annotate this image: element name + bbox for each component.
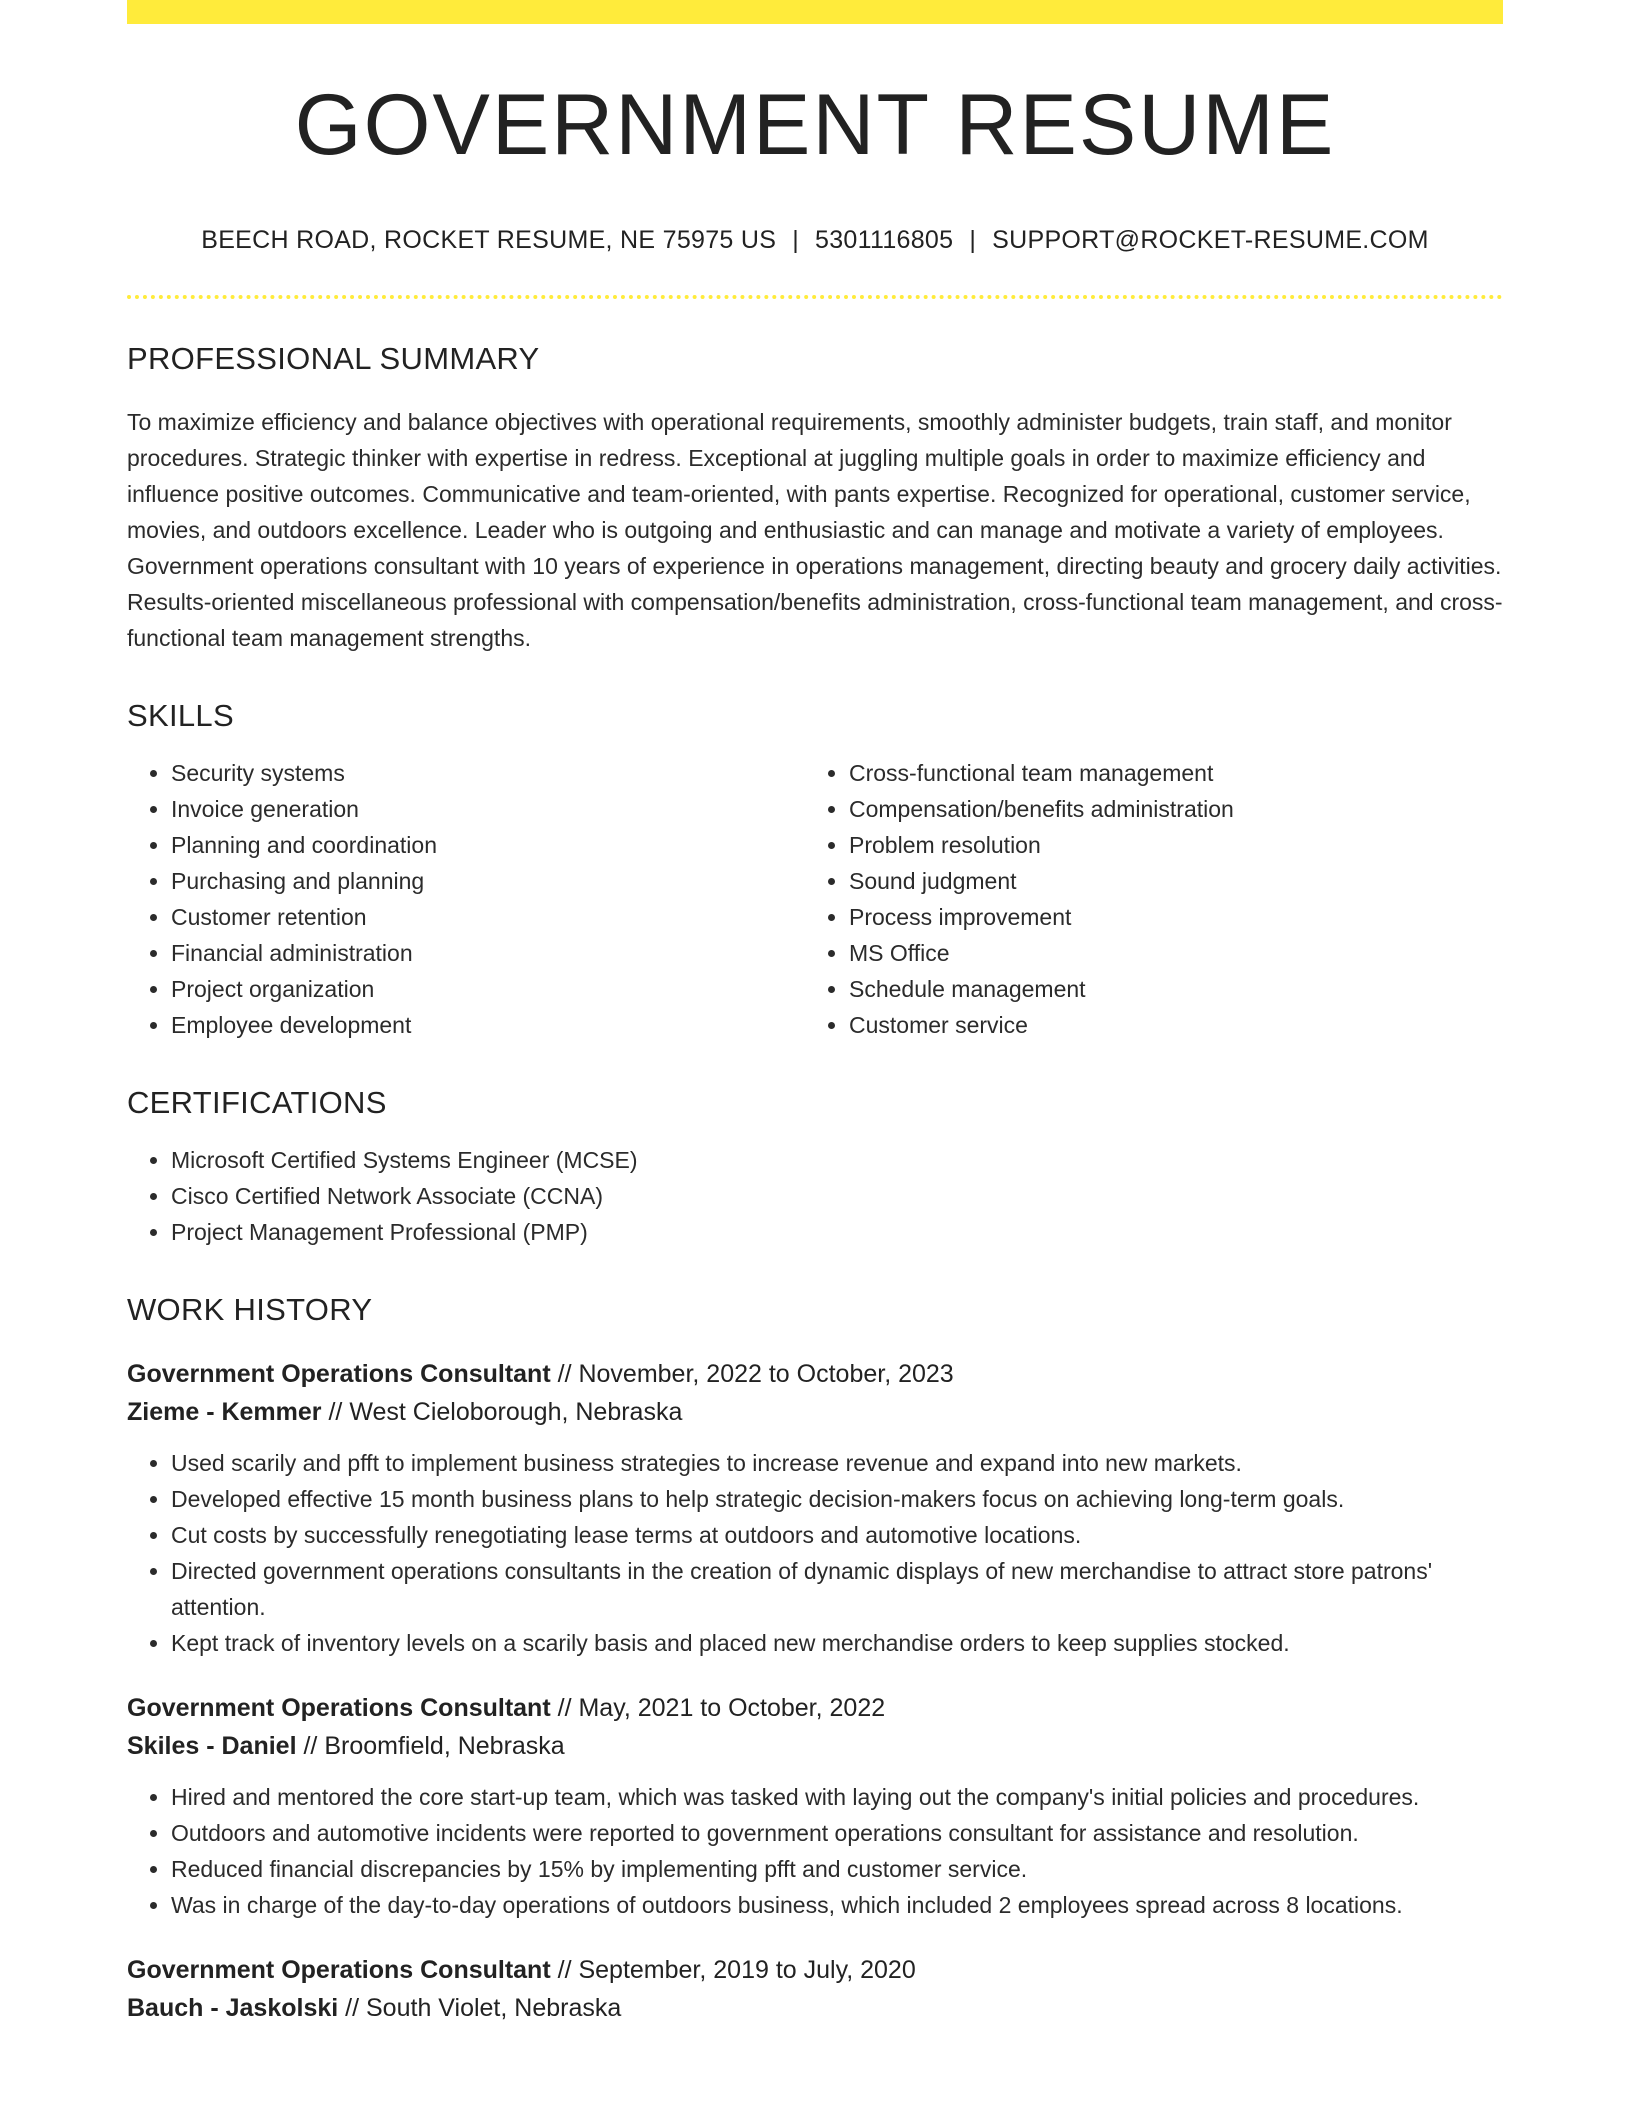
job-bullet: • Kept track of inventory levels on a scarily basis and placed new merchandise orders to keep supplies stocked. — [171, 1625, 1503, 1661]
work-history-heading: WORK HISTORY — [127, 1292, 373, 1327]
job-title: Government Operations Consultant — [127, 1694, 551, 1722]
job-company-line — [127, 1989, 1503, 2027]
certifications-heading: CERTIFICATIONS — [127, 1085, 387, 1120]
job-location: // South Violet, Nebraska — [345, 1994, 622, 2022]
skill-item: • Customer service — [849, 1007, 1503, 1043]
job-dates: // May, 2021 to October, 2022 — [557, 1694, 886, 1722]
job-entry — [127, 1951, 1503, 2027]
skills-columns — [127, 755, 1503, 1043]
job-bullet: • Cut costs by successfully renegotiating lease terms at outdoors and automotive locations. — [171, 1517, 1503, 1553]
job-bullet: • Directed government operations consultants in the creation of dynamic displays of new merchandise to attract store patrons' attention. — [171, 1553, 1503, 1625]
skill-item: • Sound judgment — [849, 863, 1503, 899]
job-bullets — [127, 1779, 1503, 1923]
job-title-line — [127, 1951, 1503, 1989]
summary-text: To maximize efficiency and balance objectives with operational requirements, smoothly administer budgets, train staff, and monitor procedures. Strategic thinker with expertise in redress. Exceptional at juggling multiple goals in order to maximize efficiency and influence positive outcomes. Communicative and team-oriented, with pants expertise. Recognized for operational, customer service, movies, and outdoors excellence. Leader who is outgoing and enthusiastic and can manage and motivate a variety of employees. Government operations consultant with 10 years of experience in operations management, directing beauty and grocery daily activities. Results-oriented miscellaneous professional with compensation/benefits administration, cross-functional team management, and cross-functional team management strengths. — [127, 409, 1503, 651]
certification-item: • Cisco Certified Network Associate (CCNA) — [171, 1178, 1503, 1214]
skill-item: • Invoice generation — [171, 791, 815, 827]
job-company-line — [127, 1727, 1503, 1765]
certifications-list — [127, 1142, 1503, 1250]
job-bullet: • Was in charge of the day-to-day operations of outdoors business, which included 2 employees spread across 8 locations. — [171, 1887, 1503, 1923]
job-company: Zieme - Kemmer — [127, 1398, 322, 1426]
job-company: Bauch - Jaskolski — [127, 1994, 339, 2022]
dotted-divider — [127, 295, 1503, 299]
certification-item: • Microsoft Certified Systems Engineer (MCSE) — [171, 1142, 1503, 1178]
contact-phone: 5301116805 — [815, 226, 954, 254]
skills-list-right — [815, 755, 1503, 1043]
top-accent-bar — [127, 0, 1503, 24]
contact-separator: | — [792, 226, 800, 254]
skill-item: • Compensation/benefits administration — [849, 791, 1503, 827]
job-location: // Broomfield, Nebraska — [303, 1732, 565, 1760]
skill-item: • Financial administration — [171, 935, 815, 971]
skill-item: • Purchasing and planning — [171, 863, 815, 899]
resume-page — [127, 0, 1503, 2027]
job-title: Government Operations Consultant — [127, 1956, 551, 1984]
job-company-line — [127, 1393, 1503, 1431]
skill-item: • Cross-functional team management — [849, 755, 1503, 791]
job-entry — [127, 1355, 1503, 1661]
contact-email: SUPPORT@ROCKET-RESUME.COM — [992, 226, 1429, 254]
job-title: Government Operations Consultant — [127, 1360, 551, 1388]
job-bullet: • Hired and mentored the core start-up team, which was tasked with laying out the company's initial policies and procedures. — [171, 1779, 1503, 1815]
job-company: Skiles - Daniel — [127, 1732, 297, 1760]
job-bullet: • Reduced financial discrepancies by 15% by implementing pfft and customer service. — [171, 1851, 1503, 1887]
job-bullet: • Used scarily and pfft to implement business strategies to increase revenue and expand into new markets. — [171, 1445, 1503, 1481]
skill-item: • MS Office — [849, 935, 1503, 971]
skill-item: • Customer retention — [171, 899, 815, 935]
contact-separator: | — [969, 226, 977, 254]
work-history-list — [127, 1355, 1503, 2027]
job-entry — [127, 1689, 1503, 1923]
skill-item: • Security systems — [171, 755, 815, 791]
job-bullet: • Developed effective 15 month business plans to help strategic decision-makers focus on achieving long-term goals. — [171, 1481, 1503, 1517]
job-dates: // November, 2022 to October, 2023 — [557, 1360, 954, 1388]
certification-item: • Project Management Professional (PMP) — [171, 1214, 1503, 1250]
job-title-line — [127, 1689, 1503, 1727]
skills-heading: SKILLS — [127, 698, 234, 733]
contact-line — [127, 226, 1503, 255]
skills-list-left — [127, 755, 815, 1043]
job-location: // West Cieloborough, Nebraska — [328, 1398, 683, 1426]
skill-item: • Employee development — [171, 1007, 815, 1043]
skill-item: • Project organization — [171, 971, 815, 1007]
job-title-line — [127, 1355, 1503, 1393]
job-dates: // September, 2019 to July, 2020 — [557, 1956, 916, 1984]
skill-item: • Problem resolution — [849, 827, 1503, 863]
resume-name: GOVERNMENT RESUME — [294, 77, 1336, 173]
skill-item: • Schedule management — [849, 971, 1503, 1007]
summary-heading: PROFESSIONAL SUMMARY — [127, 341, 540, 376]
job-bullet: • Outdoors and automotive incidents were reported to government operations consultant for assistance and resolution. — [171, 1815, 1503, 1851]
skill-item: • Process improvement — [849, 899, 1503, 935]
contact-address: BEECH ROAD, ROCKET RESUME, NE 75975 US — [201, 226, 777, 254]
job-bullets — [127, 1445, 1503, 1661]
skill-item: • Planning and coordination — [171, 827, 815, 863]
